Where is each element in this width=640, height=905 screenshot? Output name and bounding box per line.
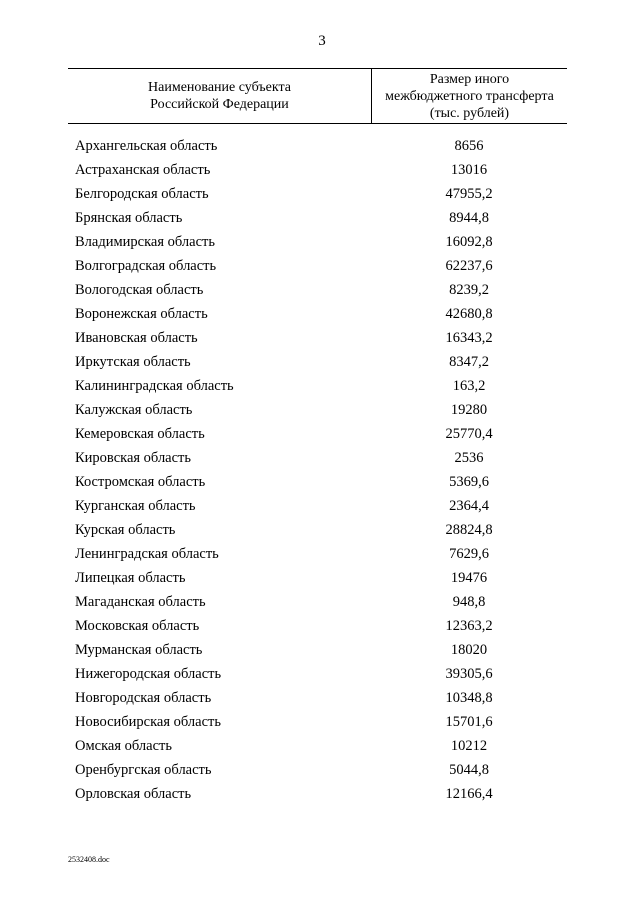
header-transfer-amount-line: (тыс. рублей) bbox=[429, 105, 510, 121]
table-row bbox=[75, 134, 567, 158]
transfer-amount-cell: 42680,8 bbox=[445, 305, 493, 322]
transfer-amount-cell: 15701,6 bbox=[445, 713, 493, 730]
subject-name-cell: Магаданская область bbox=[75, 593, 206, 610]
subject-name-cell: Архангельская область bbox=[75, 137, 218, 154]
transfer-amount-cell: 163,2 bbox=[452, 377, 486, 394]
table-row bbox=[75, 158, 567, 182]
transfer-amount-cell: 5044,8 bbox=[449, 761, 489, 778]
subject-name-cell: Мурманская область bbox=[75, 641, 203, 658]
transfer-amount-cell: 28824,8 bbox=[445, 521, 493, 538]
subject-name-cell: Калужская область bbox=[75, 401, 193, 418]
header-transfer-amount bbox=[372, 69, 567, 123]
subject-name-cell: Волгоградская область bbox=[75, 257, 217, 274]
footer-doc-id: 2532408.doc bbox=[68, 855, 110, 864]
transfer-amount-cell: 8944,8 bbox=[449, 209, 489, 226]
table-row bbox=[75, 734, 567, 758]
table-row bbox=[75, 782, 567, 806]
table-row bbox=[75, 590, 567, 614]
subject-name-cell: Ленинградская область bbox=[75, 545, 219, 562]
subject-name-cell: Курганская область bbox=[75, 497, 196, 514]
subject-name-cell: Московская область bbox=[75, 617, 200, 634]
table-row bbox=[75, 542, 567, 566]
table-row bbox=[75, 278, 567, 302]
header-transfer-amount-line: Размер иного bbox=[429, 71, 510, 87]
transfer-amount-cell: 2536 bbox=[454, 449, 484, 466]
subject-name-cell: Кемеровская область bbox=[75, 425, 205, 442]
transfer-amount-cell: 5369,6 bbox=[449, 473, 489, 490]
transfer-amount-cell: 19280 bbox=[450, 401, 488, 418]
table-row bbox=[75, 326, 567, 350]
transfer-amount-cell: 8656 bbox=[454, 137, 484, 154]
subject-name-cell: Вологодская область bbox=[75, 281, 204, 298]
transfer-amount-cell: 12363,2 bbox=[445, 617, 493, 634]
table-row bbox=[75, 710, 567, 734]
subject-name-cell: Новгородская область bbox=[75, 689, 212, 706]
header-transfer-amount-line: межбюджетного трансферта bbox=[385, 88, 554, 104]
table-row bbox=[75, 686, 567, 710]
transfer-amount-cell: 18020 bbox=[450, 641, 488, 658]
header-subject-name bbox=[68, 69, 371, 123]
table-row bbox=[75, 614, 567, 638]
transfer-amount-cell: 8239,2 bbox=[449, 281, 489, 298]
transfer-amount-cell: 13016 bbox=[450, 161, 488, 178]
subject-name-cell: Белгородская область bbox=[75, 185, 209, 202]
page-number: 3 bbox=[318, 33, 326, 49]
transfer-amount-cell: 39305,6 bbox=[445, 665, 493, 682]
table-row bbox=[75, 374, 567, 398]
table-row bbox=[75, 254, 567, 278]
transfer-amount-cell: 948,8 bbox=[452, 593, 486, 610]
transfer-amount-cell: 8347,2 bbox=[449, 353, 489, 370]
subject-name-cell: Омская область bbox=[75, 737, 172, 754]
table-row bbox=[75, 446, 567, 470]
transfer-amount-cell: 2364,4 bbox=[449, 497, 489, 514]
transfer-amount-cell: 62237,6 bbox=[445, 257, 493, 274]
subject-name-cell: Брянская область bbox=[75, 209, 183, 226]
transfer-amount-cell: 16343,2 bbox=[445, 329, 493, 346]
subject-name-cell: Нижегородская область bbox=[75, 665, 222, 682]
table-row bbox=[75, 182, 567, 206]
transfer-amount-cell: 10348,8 bbox=[445, 689, 493, 706]
table-row bbox=[75, 518, 567, 542]
table-row bbox=[75, 470, 567, 494]
table-header bbox=[68, 68, 567, 124]
table-row bbox=[75, 638, 567, 662]
table-row bbox=[75, 566, 567, 590]
table-row bbox=[75, 230, 567, 254]
transfer-amount-cell: 25770,4 bbox=[445, 425, 493, 442]
table-row bbox=[75, 422, 567, 446]
subject-name-cell: Воронежская область bbox=[75, 305, 208, 322]
subject-name-cell: Новосибирская область bbox=[75, 713, 221, 730]
transfer-amount-cell: 16092,8 bbox=[445, 233, 493, 250]
subject-name-cell: Ивановская область bbox=[75, 329, 198, 346]
table-row bbox=[75, 494, 567, 518]
table-row bbox=[75, 206, 567, 230]
subject-name-cell: Липецкая область bbox=[75, 569, 186, 586]
subject-name-cell: Курская область bbox=[75, 521, 176, 538]
table-row bbox=[75, 398, 567, 422]
transfer-amount-cell: 19476 bbox=[450, 569, 488, 586]
subject-name-cell: Оренбургская область bbox=[75, 761, 212, 778]
header-subject-name-line: Наименование субъекта bbox=[148, 80, 291, 95]
table-body bbox=[75, 134, 567, 806]
subject-name-cell: Иркутская область bbox=[75, 353, 191, 370]
table-row bbox=[75, 350, 567, 374]
subject-name-cell: Калининградская область bbox=[75, 377, 234, 394]
subject-name-cell: Костромская область bbox=[75, 473, 206, 490]
transfer-amount-cell: 12166,4 bbox=[445, 785, 493, 802]
transfer-amount-cell: 47955,2 bbox=[445, 185, 493, 202]
header-subject-name-line: Российской Федерации bbox=[150, 97, 289, 112]
table-row bbox=[75, 302, 567, 326]
subject-name-cell: Астраханская область bbox=[75, 161, 211, 178]
transfer-amount-cell: 7629,6 bbox=[449, 545, 489, 562]
table-row bbox=[75, 758, 567, 782]
subject-name-cell: Кировская область bbox=[75, 449, 192, 466]
transfer-amount-cell: 10212 bbox=[450, 737, 488, 754]
subject-name-cell: Орловская область bbox=[75, 785, 192, 802]
subject-name-cell: Владимирская область bbox=[75, 233, 215, 250]
table-row bbox=[75, 662, 567, 686]
